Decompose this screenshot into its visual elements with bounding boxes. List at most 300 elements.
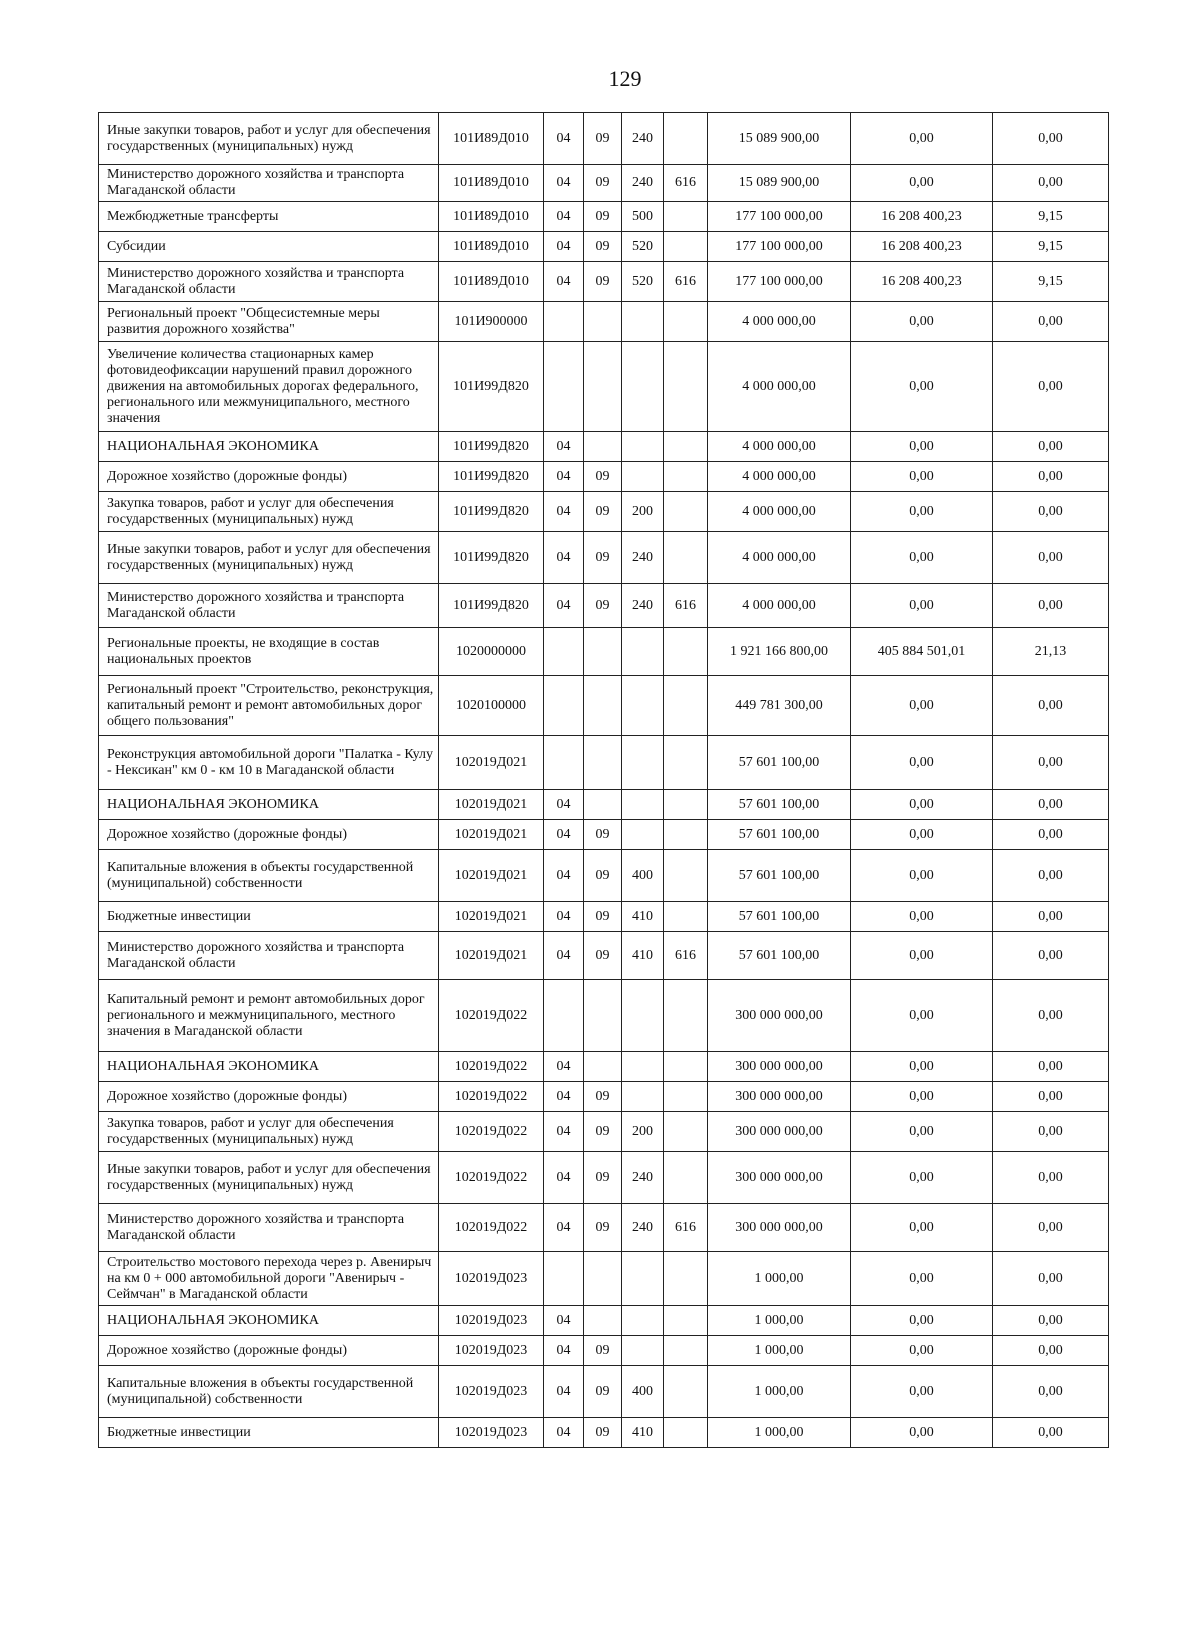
subsection	[584, 790, 622, 820]
row-name: Бюджетные инвестиции	[99, 902, 439, 932]
admin-code	[664, 850, 708, 902]
target-code: 102019Д022	[439, 1112, 544, 1152]
table-row	[99, 113, 1109, 165]
row-name: Иные закупки товаров, работ и услуг для обеспечения государственных (муниципальных) нужд	[99, 1152, 439, 1204]
expense-type: 410	[622, 1418, 664, 1448]
target-code: 101И99Д820	[439, 342, 544, 432]
row-name: Региональный проект "Строительство, реконструкция, капитальный ремонт и ремонт автомобильных дорог общего пользования"	[99, 676, 439, 736]
expense-type: 240	[622, 1204, 664, 1252]
section: 04	[544, 1366, 584, 1418]
table-row	[99, 165, 1109, 202]
expense-type: 240	[622, 584, 664, 628]
section	[544, 736, 584, 790]
table-row	[99, 628, 1109, 676]
row-name: Министерство дорожного хозяйства и транспорта Магаданской области	[99, 262, 439, 302]
target-code: 102019Д021	[439, 820, 544, 850]
table-row	[99, 1336, 1109, 1366]
subsection: 09	[584, 262, 622, 302]
executed-amount: 0,00	[851, 1306, 993, 1336]
percent-executed: 0,00	[993, 850, 1109, 902]
executed-amount: 0,00	[851, 113, 993, 165]
subsection: 09	[584, 1366, 622, 1418]
target-code: 1020100000	[439, 676, 544, 736]
table-row	[99, 232, 1109, 262]
row-name: НАЦИОНАЛЬНАЯ ЭКОНОМИКА	[99, 432, 439, 462]
target-code: 102019Д022	[439, 1082, 544, 1112]
admin-code	[664, 790, 708, 820]
percent-executed: 0,00	[993, 1112, 1109, 1152]
percent-executed: 0,00	[993, 492, 1109, 532]
planned-amount: 57 601 100,00	[708, 820, 851, 850]
target-code: 102019Д022	[439, 1152, 544, 1204]
planned-amount: 57 601 100,00	[708, 736, 851, 790]
planned-amount: 177 100 000,00	[708, 202, 851, 232]
table-row	[99, 850, 1109, 902]
row-name: Министерство дорожного хозяйства и транспорта Магаданской области	[99, 584, 439, 628]
table-row	[99, 1252, 1109, 1306]
expense-type	[622, 790, 664, 820]
table-row	[99, 736, 1109, 790]
subsection	[584, 736, 622, 790]
admin-code: 616	[664, 262, 708, 302]
admin-code	[664, 532, 708, 584]
section	[544, 1252, 584, 1306]
expense-type	[622, 1306, 664, 1336]
table-row	[99, 202, 1109, 232]
expense-type	[622, 1252, 664, 1306]
subsection: 09	[584, 1112, 622, 1152]
target-code: 101И900000	[439, 302, 544, 342]
section: 04	[544, 113, 584, 165]
planned-amount: 300 000 000,00	[708, 1204, 851, 1252]
percent-executed: 0,00	[993, 302, 1109, 342]
executed-amount: 0,00	[851, 1204, 993, 1252]
expense-type	[622, 980, 664, 1052]
section: 04	[544, 232, 584, 262]
row-name: Дорожное хозяйство (дорожные фонды)	[99, 820, 439, 850]
planned-amount: 1 000,00	[708, 1306, 851, 1336]
planned-amount: 1 921 166 800,00	[708, 628, 851, 676]
subsection: 09	[584, 850, 622, 902]
expense-type: 410	[622, 932, 664, 980]
table-row	[99, 302, 1109, 342]
row-name: Бюджетные инвестиции	[99, 1418, 439, 1448]
target-code: 102019Д023	[439, 1418, 544, 1448]
subsection: 09	[584, 113, 622, 165]
subsection: 09	[584, 1336, 622, 1366]
subsection: 09	[584, 584, 622, 628]
percent-executed: 0,00	[993, 736, 1109, 790]
target-code: 101И99Д820	[439, 584, 544, 628]
percent-executed: 0,00	[993, 902, 1109, 932]
admin-code	[664, 232, 708, 262]
executed-amount: 0,00	[851, 342, 993, 432]
admin-code	[664, 302, 708, 342]
admin-code	[664, 113, 708, 165]
executed-amount: 0,00	[851, 1112, 993, 1152]
executed-amount: 0,00	[851, 432, 993, 462]
planned-amount: 57 601 100,00	[708, 850, 851, 902]
planned-amount: 57 601 100,00	[708, 932, 851, 980]
target-code: 102019Д021	[439, 850, 544, 902]
table-row	[99, 1152, 1109, 1204]
percent-executed: 0,00	[993, 1204, 1109, 1252]
row-name: Реконструкция автомобильной дороги "Палатка - Кулу - Нексикан" км 0 - км 10 в Магаданской области	[99, 736, 439, 790]
admin-code	[664, 1336, 708, 1366]
table-row	[99, 262, 1109, 302]
row-name: НАЦИОНАЛЬНАЯ ЭКОНОМИКА	[99, 790, 439, 820]
executed-amount: 0,00	[851, 1252, 993, 1306]
target-code: 101И89Д010	[439, 232, 544, 262]
percent-executed: 0,00	[993, 165, 1109, 202]
target-code: 101И89Д010	[439, 113, 544, 165]
section	[544, 302, 584, 342]
table-row	[99, 1306, 1109, 1336]
subsection: 09	[584, 532, 622, 584]
row-name: Дорожное хозяйство (дорожные фонды)	[99, 462, 439, 492]
row-name: Межбюджетные трансферты	[99, 202, 439, 232]
admin-code	[664, 820, 708, 850]
row-name: НАЦИОНАЛЬНАЯ ЭКОНОМИКА	[99, 1306, 439, 1336]
admin-code	[664, 462, 708, 492]
executed-amount: 0,00	[851, 820, 993, 850]
executed-amount: 0,00	[851, 302, 993, 342]
admin-code	[664, 1418, 708, 1448]
page-number: 129	[608, 66, 642, 91]
section: 04	[544, 262, 584, 302]
expense-type: 520	[622, 232, 664, 262]
subsection: 09	[584, 492, 622, 532]
section: 04	[544, 1112, 584, 1152]
percent-executed: 0,00	[993, 1366, 1109, 1418]
row-name: Дорожное хозяйство (дорожные фонды)	[99, 1336, 439, 1366]
target-code: 102019Д021	[439, 790, 544, 820]
section	[544, 980, 584, 1052]
planned-amount: 1 000,00	[708, 1366, 851, 1418]
target-code: 102019Д021	[439, 932, 544, 980]
admin-code	[664, 432, 708, 462]
admin-code: 616	[664, 932, 708, 980]
table-row	[99, 462, 1109, 492]
percent-executed: 0,00	[993, 584, 1109, 628]
row-name: Министерство дорожного хозяйства и транспорта Магаданской области	[99, 1204, 439, 1252]
target-code: 101И99Д820	[439, 532, 544, 584]
executed-amount: 405 884 501,01	[851, 628, 993, 676]
expense-type	[622, 342, 664, 432]
planned-amount: 15 089 900,00	[708, 113, 851, 165]
executed-amount: 0,00	[851, 492, 993, 532]
executed-amount: 0,00	[851, 932, 993, 980]
subsection	[584, 1252, 622, 1306]
admin-code	[664, 1082, 708, 1112]
row-name: НАЦИОНАЛЬНАЯ ЭКОНОМИКА	[99, 1052, 439, 1082]
subsection: 09	[584, 232, 622, 262]
section: 04	[544, 432, 584, 462]
table-row	[99, 1366, 1109, 1418]
expense-type: 240	[622, 1152, 664, 1204]
executed-amount: 16 208 400,23	[851, 262, 993, 302]
subsection: 09	[584, 1152, 622, 1204]
section: 04	[544, 790, 584, 820]
expense-type: 520	[622, 262, 664, 302]
target-code: 101И89Д010	[439, 165, 544, 202]
executed-amount: 0,00	[851, 1336, 993, 1366]
row-name: Министерство дорожного хозяйства и транспорта Магаданской области	[99, 932, 439, 980]
table-row	[99, 932, 1109, 980]
admin-code	[664, 902, 708, 932]
admin-code	[664, 676, 708, 736]
expense-type: 400	[622, 1366, 664, 1418]
percent-executed: 0,00	[993, 462, 1109, 492]
admin-code	[664, 342, 708, 432]
target-code: 102019Д021	[439, 736, 544, 790]
subsection: 09	[584, 1082, 622, 1112]
subsection	[584, 676, 622, 736]
planned-amount: 177 100 000,00	[708, 232, 851, 262]
row-name: Министерство дорожного хозяйства и транспорта Магаданской области	[99, 165, 439, 202]
section: 04	[544, 850, 584, 902]
table-row	[99, 1418, 1109, 1448]
planned-amount: 300 000 000,00	[708, 980, 851, 1052]
planned-amount: 300 000 000,00	[708, 1082, 851, 1112]
expense-type: 240	[622, 532, 664, 584]
subsection: 09	[584, 202, 622, 232]
percent-executed: 0,00	[993, 1252, 1109, 1306]
target-code: 101И89Д010	[439, 202, 544, 232]
subsection: 09	[584, 1204, 622, 1252]
expense-type	[622, 820, 664, 850]
table-row	[99, 1082, 1109, 1112]
planned-amount: 4 000 000,00	[708, 432, 851, 462]
admin-code	[664, 1052, 708, 1082]
row-name: Региональный проект "Общесистемные меры развития дорожного хозяйства"	[99, 302, 439, 342]
target-code: 101И89Д010	[439, 262, 544, 302]
subsection	[584, 628, 622, 676]
executed-amount: 0,00	[851, 584, 993, 628]
section: 04	[544, 932, 584, 980]
executed-amount: 0,00	[851, 850, 993, 902]
target-code: 1020000000	[439, 628, 544, 676]
planned-amount: 4 000 000,00	[708, 342, 851, 432]
row-name: Капитальные вложения в объекты государственной (муниципальной) собственности	[99, 850, 439, 902]
percent-executed: 0,00	[993, 932, 1109, 980]
section: 04	[544, 462, 584, 492]
row-name: Иные закупки товаров, работ и услуг для обеспечения государственных (муниципальных) нужд	[99, 113, 439, 165]
admin-code	[664, 1306, 708, 1336]
subsection: 09	[584, 462, 622, 492]
expense-type: 500	[622, 202, 664, 232]
table-row	[99, 790, 1109, 820]
expense-type: 400	[622, 850, 664, 902]
percent-executed: 0,00	[993, 1052, 1109, 1082]
row-name: Дорожное хозяйство (дорожные фонды)	[99, 1082, 439, 1112]
expense-type	[622, 1082, 664, 1112]
planned-amount: 15 089 900,00	[708, 165, 851, 202]
subsection: 09	[584, 932, 622, 980]
target-code: 101И99Д820	[439, 492, 544, 532]
section: 04	[544, 202, 584, 232]
section: 04	[544, 1306, 584, 1336]
expense-type: 200	[622, 492, 664, 532]
executed-amount: 0,00	[851, 980, 993, 1052]
executed-amount: 0,00	[851, 532, 993, 584]
budget-table	[98, 112, 1109, 1448]
target-code: 102019Д023	[439, 1366, 544, 1418]
executed-amount: 0,00	[851, 1418, 993, 1448]
section: 04	[544, 165, 584, 202]
target-code: 102019Д023	[439, 1306, 544, 1336]
table-row	[99, 820, 1109, 850]
target-code: 101И99Д820	[439, 462, 544, 492]
row-name: Строительство мостового перехода через р. Авенирыч на км 0 + 000 автомобильной дороги "Авенирыч - Сеймчан" в Магаданской области	[99, 1252, 439, 1306]
admin-code	[664, 736, 708, 790]
planned-amount: 449 781 300,00	[708, 676, 851, 736]
admin-code	[664, 202, 708, 232]
planned-amount: 1 000,00	[708, 1336, 851, 1366]
expense-type	[622, 432, 664, 462]
expense-type: 240	[622, 165, 664, 202]
table-row	[99, 492, 1109, 532]
percent-executed: 0,00	[993, 113, 1109, 165]
admin-code	[664, 492, 708, 532]
executed-amount: 0,00	[851, 1366, 993, 1418]
expense-type	[622, 302, 664, 342]
percent-executed: 0,00	[993, 1336, 1109, 1366]
row-name: Региональные проекты, не входящие в состав национальных проектов	[99, 628, 439, 676]
section: 04	[544, 1204, 584, 1252]
subsection: 09	[584, 1418, 622, 1448]
percent-executed: 9,15	[993, 232, 1109, 262]
section: 04	[544, 1336, 584, 1366]
target-code: 102019Д021	[439, 902, 544, 932]
executed-amount: 0,00	[851, 1082, 993, 1112]
admin-code	[664, 1112, 708, 1152]
percent-executed: 9,15	[993, 262, 1109, 302]
planned-amount: 4 000 000,00	[708, 302, 851, 342]
table-row	[99, 1112, 1109, 1152]
section: 04	[544, 584, 584, 628]
percent-executed: 0,00	[993, 1152, 1109, 1204]
section: 04	[544, 1052, 584, 1082]
expense-type	[622, 628, 664, 676]
table-row	[99, 342, 1109, 432]
table-row	[99, 676, 1109, 736]
expense-type	[622, 736, 664, 790]
table-row	[99, 584, 1109, 628]
section	[544, 628, 584, 676]
percent-executed: 21,13	[993, 628, 1109, 676]
table-row	[99, 980, 1109, 1052]
executed-amount: 16 208 400,23	[851, 202, 993, 232]
table-row	[99, 902, 1109, 932]
admin-code: 616	[664, 1204, 708, 1252]
executed-amount: 0,00	[851, 1152, 993, 1204]
subsection	[584, 1052, 622, 1082]
planned-amount: 177 100 000,00	[708, 262, 851, 302]
admin-code	[664, 980, 708, 1052]
section: 04	[544, 820, 584, 850]
percent-executed: 0,00	[993, 1082, 1109, 1112]
planned-amount: 4 000 000,00	[708, 584, 851, 628]
table-row	[99, 532, 1109, 584]
section: 04	[544, 492, 584, 532]
percent-executed: 0,00	[993, 342, 1109, 432]
section: 04	[544, 1418, 584, 1448]
target-code: 102019Д023	[439, 1336, 544, 1366]
subsection: 09	[584, 820, 622, 850]
expense-type	[622, 676, 664, 736]
executed-amount: 0,00	[851, 736, 993, 790]
planned-amount: 4 000 000,00	[708, 492, 851, 532]
planned-amount: 57 601 100,00	[708, 790, 851, 820]
percent-executed: 0,00	[993, 676, 1109, 736]
planned-amount: 4 000 000,00	[708, 462, 851, 492]
executed-amount: 0,00	[851, 902, 993, 932]
target-code: 101И99Д820	[439, 432, 544, 462]
admin-code	[664, 1252, 708, 1306]
admin-code	[664, 1366, 708, 1418]
expense-type	[622, 1336, 664, 1366]
planned-amount: 4 000 000,00	[708, 532, 851, 584]
row-name: Закупка товаров, работ и услуг для обеспечения государственных (муниципальных) нужд	[99, 1112, 439, 1152]
expense-type	[622, 1052, 664, 1082]
table-row	[99, 1052, 1109, 1082]
executed-amount: 16 208 400,23	[851, 232, 993, 262]
row-name: Капитальный ремонт и ремонт автомобильных дорог регионального и межмуниципального, местного значения в Магаданской области	[99, 980, 439, 1052]
subsection	[584, 432, 622, 462]
row-name: Иные закупки товаров, работ и услуг для обеспечения государственных (муниципальных) нужд	[99, 532, 439, 584]
section: 04	[544, 1152, 584, 1204]
planned-amount: 300 000 000,00	[708, 1052, 851, 1082]
percent-executed: 9,15	[993, 202, 1109, 232]
planned-amount: 300 000 000,00	[708, 1152, 851, 1204]
target-code: 102019Д022	[439, 1204, 544, 1252]
percent-executed: 0,00	[993, 1306, 1109, 1336]
subsection	[584, 1306, 622, 1336]
executed-amount: 0,00	[851, 165, 993, 202]
executed-amount: 0,00	[851, 790, 993, 820]
executed-amount: 0,00	[851, 676, 993, 736]
target-code: 102019Д023	[439, 1252, 544, 1306]
section: 04	[544, 902, 584, 932]
subsection	[584, 302, 622, 342]
subsection	[584, 980, 622, 1052]
subsection	[584, 342, 622, 432]
section: 04	[544, 1082, 584, 1112]
expense-type: 200	[622, 1112, 664, 1152]
percent-executed: 0,00	[993, 790, 1109, 820]
section: 04	[544, 532, 584, 584]
section	[544, 342, 584, 432]
subsection: 09	[584, 902, 622, 932]
target-code: 102019Д022	[439, 1052, 544, 1082]
table-row	[99, 1204, 1109, 1252]
row-name: Капитальные вложения в объекты государственной (муниципальной) собственности	[99, 1366, 439, 1418]
expense-type: 410	[622, 902, 664, 932]
expense-type: 240	[622, 113, 664, 165]
expense-type	[622, 462, 664, 492]
row-name: Увеличение количества стационарных камер фотовидеофиксации нарушений правил дорожного движения на автомобильных дорогах федерального, регионального или межмуниципального, местного значения	[99, 342, 439, 432]
percent-executed: 0,00	[993, 820, 1109, 850]
planned-amount: 300 000 000,00	[708, 1112, 851, 1152]
target-code: 102019Д022	[439, 980, 544, 1052]
percent-executed: 0,00	[993, 980, 1109, 1052]
table-row	[99, 432, 1109, 462]
executed-amount: 0,00	[851, 462, 993, 492]
admin-code: 616	[664, 165, 708, 202]
admin-code	[664, 628, 708, 676]
row-name: Закупка товаров, работ и услуг для обеспечения государственных (муниципальных) нужд	[99, 492, 439, 532]
